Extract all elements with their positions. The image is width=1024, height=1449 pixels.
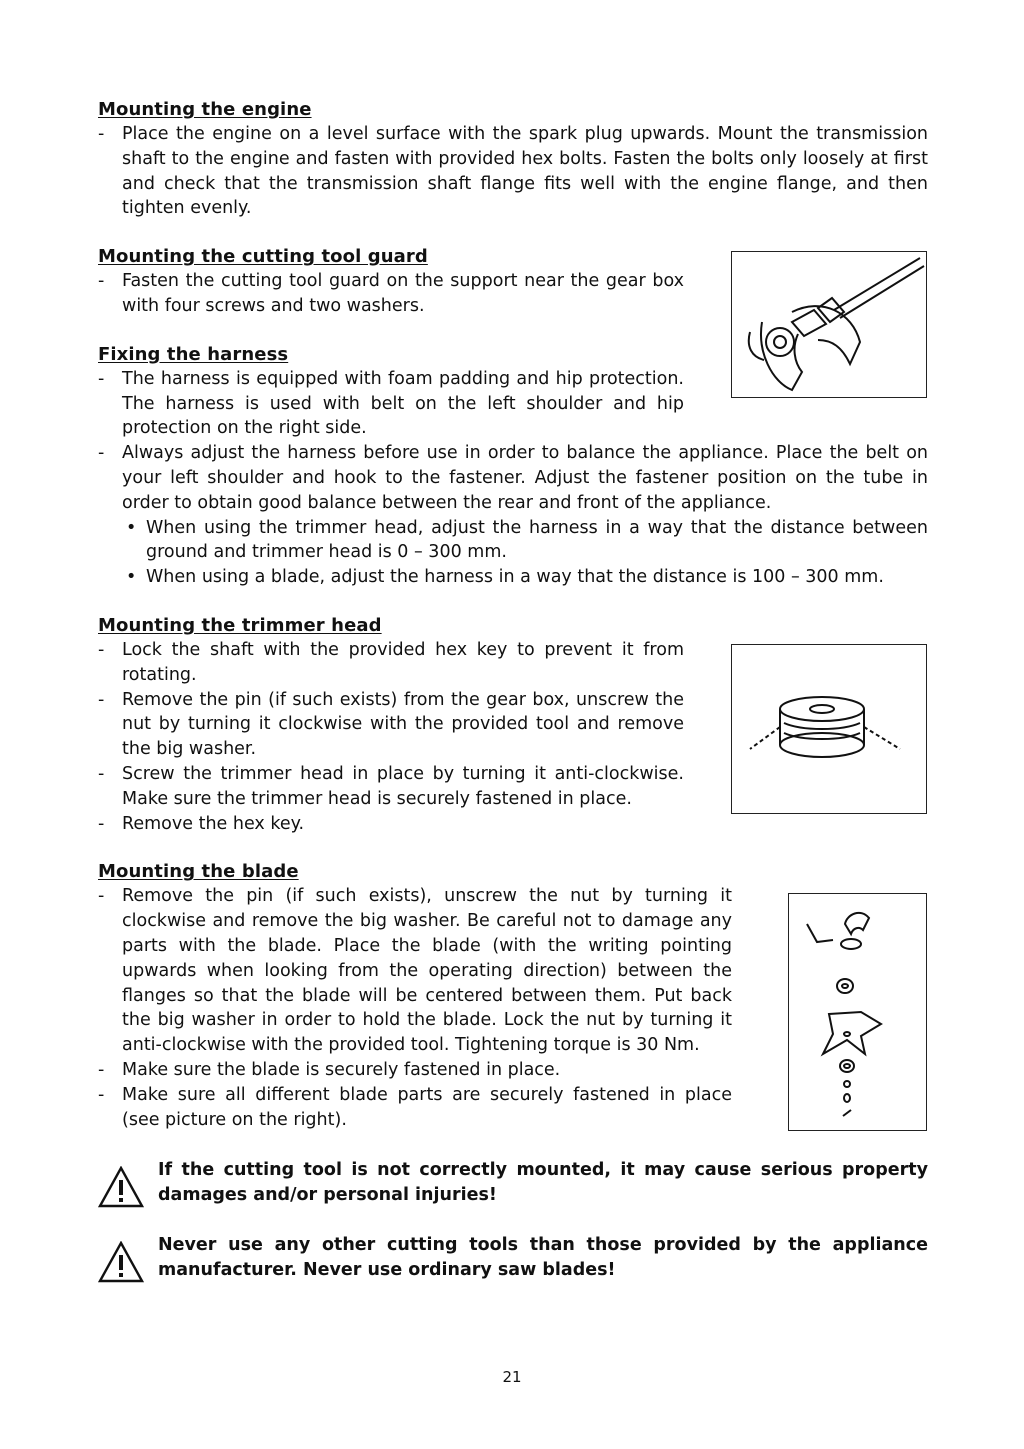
instruction-list [98,122,928,221]
list-item-text: Always adjust the harness before use in order to balance the appliance. Place the belt on your left shoulder and hook to the fastener. Adjust the fastener position on the tube in order to obtain good balance between the rear and front of the appliance. [122,443,928,513]
bullet-item: • When using a blade, adjust the harness in a way that the distance is 100 – 300 mm. [122,565,928,590]
warning-notice [98,1233,928,1283]
cutting-guard-figure [731,251,927,398]
list-item: - The harness is equipped with foam padding and hip protection. The harness is used with belt on the left shoulder and hip protection on the right side. [98,367,684,441]
list-item [98,441,928,590]
list-item: - Screw the trimmer head in place by turning it anti-clockwise. Make sure the trimmer head is securely fastened in place. [98,762,684,812]
section-mounting-engine [98,98,928,221]
instruction-list [98,884,732,1132]
section-heading: Mounting the cutting tool guard [98,246,428,268]
trimmer-head-figure [731,644,927,814]
list-item: - Place the engine on a level surface with the spark plug upwards. Mount the transmission shaft to the engine and fasten with provided hex bolts. Fasten the bolts only loosely at first and check that the transmission shaft flange fits well with the engine flange, and then tighten evenly. [98,122,928,221]
section-heading: Mounting the trimmer head [98,614,382,636]
list-item: - Remove the pin (if such exists), unscrew the nut by turning it clockwise and remove the big washer. Be careful not to damage any parts with the blade. Place the blade (with the writing pointing upwards when looking from the operating direction) between the flanges so that the blade will be centered between them. Put back the big washer in order to hold the blade. Lock the nut by turning it anti-clockwise with the provided tool. Tightening torque is 30 Nm. [98,884,732,1058]
list-item: - Make sure all different blade parts are securely fastened in place (see picture on the right). [98,1083,732,1133]
section-heading: Fixing the harness [98,343,289,365]
instruction-list [98,269,684,319]
blade-parts-illustration [789,894,926,1130]
page-number: 21 [502,1368,522,1386]
blade-parts-figure [788,893,927,1131]
list-item: - Fasten the cutting tool guard on the support near the gear box with four screws and two washers. [98,269,684,319]
trimmer-head-illustration [732,645,926,813]
warning-text: If the cutting tool is not correctly mounted, it may cause serious property damages and/or personal injuries! [158,1160,928,1206]
instruction-list [98,638,684,836]
bullet-item: • When using the trimmer head, adjust the harness in a way that the distance between ground and trimmer head is 0 – 300 mm. [122,516,928,566]
list-item: - Remove the hex key. [98,812,684,837]
warning-triangle-icon [98,1241,144,1283]
list-item: - Lock the shaft with the provided hex key to prevent it from rotating. [98,638,684,688]
warning-notice [98,1158,928,1208]
list-item: - Make sure the blade is securely fastened in place. [98,1058,732,1083]
section-heading: Mounting the engine [98,99,312,120]
warning-triangle-icon [98,1166,144,1208]
cutting-guard-illustration [732,252,926,397]
instruction-list [98,367,928,590]
bullet-list [122,516,928,590]
section-heading: Mounting the blade [98,861,299,883]
warning-text: Never use any other cutting tools than those provided by the appliance manufacturer. Never use ordinary saw blades! [158,1234,928,1280]
list-item: - Remove the pin (if such exists) from the gear box, unscrew the nut by turning it clockwise with the provided tool and remove the big washer. [98,688,684,762]
